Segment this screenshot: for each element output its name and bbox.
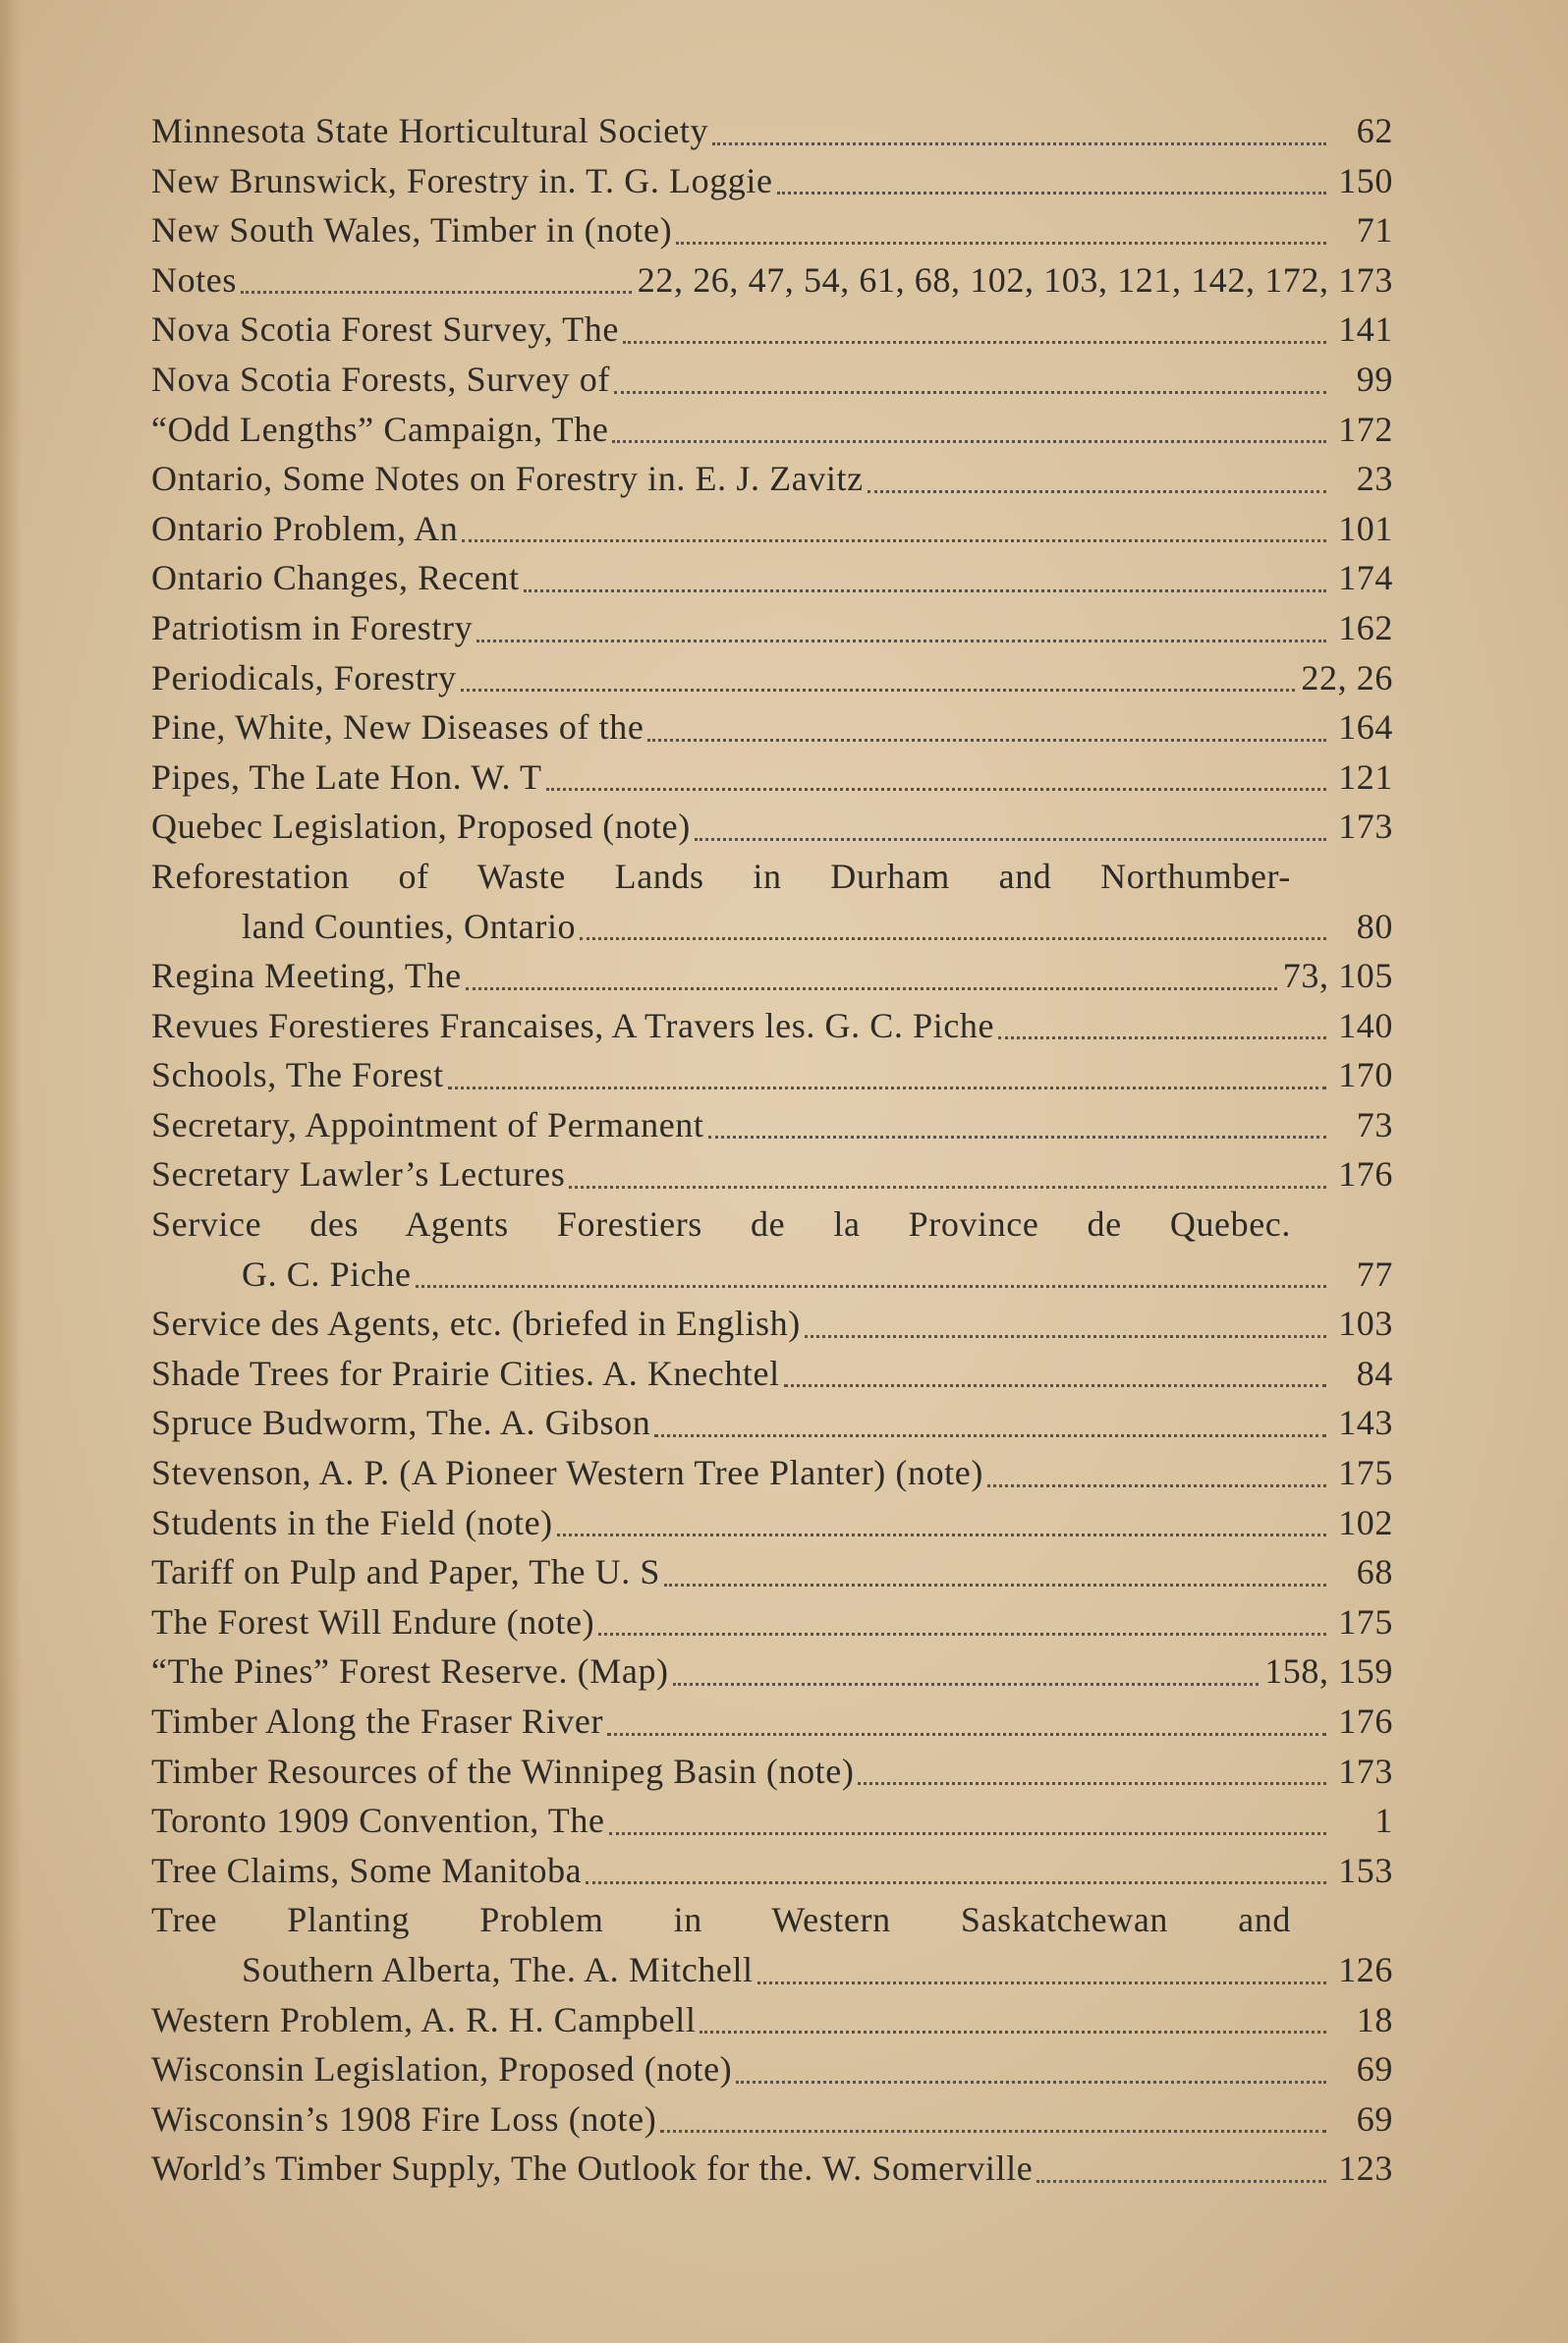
dot-leader (757, 1980, 1326, 1984)
dot-leader (777, 191, 1326, 195)
entry-title: Reforestation of Waste Lands in Durham and Northumber- (151, 856, 1291, 896)
index-entry (151, 355, 1399, 405)
dot-leader (612, 439, 1326, 443)
dot-leader (868, 489, 1326, 493)
dot-leader (654, 1433, 1326, 1437)
entry-page-number: 140 (1338, 1005, 1393, 1045)
index-entry (151, 1100, 1399, 1150)
entry-title: Nova Scotia Forest Survey, The (151, 309, 619, 350)
entry-title: Wisconsin Legislation, Proposed (note) (151, 2049, 733, 2090)
index-entry (151, 1796, 1399, 1846)
dot-leader (676, 241, 1326, 245)
entry-page-number: 141 (1338, 309, 1393, 350)
entry-title: Regina Meeting, The (151, 956, 462, 996)
entry-title: Ontario, Some Notes on Forestry in. E. J. Zavitz (151, 459, 864, 499)
entry-page-number: 173 (1338, 1751, 1393, 1791)
entry-page-number: 69 (1356, 2098, 1393, 2139)
entry-page-number: 121 (1338, 756, 1393, 797)
index-entry (151, 802, 1399, 852)
entry-page-number: 22, 26, 47, 54, 61, 68, 102, 103, 121, 142, 172, 173 (637, 259, 1393, 300)
dot-leader (858, 1781, 1326, 1785)
index-entry (151, 1349, 1399, 1399)
entry-title: “The Pines” Forest Reserve. (Map) (151, 1651, 669, 1692)
index-entry (151, 1299, 1399, 1349)
entry-title: Revues Forestieres Francaises, A Travers les. G. C. Piche (151, 1005, 995, 1045)
entry-page-number: 164 (1338, 707, 1393, 748)
entry-title-continuation: G. C. Piche (242, 1254, 412, 1294)
entry-title: Patriotism in Forestry (151, 607, 474, 647)
entry-page-number: 99 (1356, 359, 1393, 399)
index-entry (151, 504, 1399, 554)
entry-page-number: 123 (1338, 2148, 1393, 2189)
entry-title: New South Wales, Timber in (note) (151, 210, 673, 251)
dot-leader (598, 1632, 1326, 1636)
entry-continuation (151, 902, 1399, 952)
entry-page-number: 69 (1356, 2049, 1393, 2090)
index-entry (151, 1001, 1399, 1051)
index-entry (151, 603, 1399, 653)
entry-title: Wisconsin’s 1908 Fire Loss (note) (151, 2098, 657, 2139)
index-entry (151, 405, 1399, 455)
entry-title: Spruce Budworm, The. A. Gibson (151, 1403, 651, 1443)
entry-title: “Odd Lengths” Campaign, The (151, 409, 609, 449)
entry-title: Nova Scotia Forests, Survey of (151, 359, 610, 399)
index-entry (151, 1895, 1399, 1994)
dot-leader (416, 1284, 1326, 1288)
index-entry (151, 1398, 1399, 1448)
entry-continuation (151, 1945, 1399, 1995)
index-entry (151, 1199, 1399, 1299)
dot-leader (664, 1583, 1326, 1587)
entry-title: Schools, The Forest (151, 1055, 444, 1095)
entry-title: Service des Agents, etc. (briefed in English) (151, 1304, 801, 1344)
entry-page-number: 175 (1338, 1601, 1393, 1642)
dot-leader (569, 1185, 1326, 1189)
index-entry (151, 2044, 1399, 2094)
dot-leader (241, 290, 632, 294)
dot-leader (461, 688, 1296, 692)
dot-leader (660, 2129, 1326, 2133)
entry-page-number: 23 (1356, 459, 1393, 499)
dot-leader (784, 1383, 1326, 1387)
entry-title: Service des Agents Forestiers de la Province de Quebec. (151, 1204, 1291, 1245)
page-edge-shadow (0, 0, 22, 2343)
entry-title: Secretary, Appointment of Permanent (151, 1104, 704, 1144)
entry-title: Timber Resources of the Winnipeg Basin (note) (151, 1751, 855, 1791)
dot-leader (987, 1483, 1326, 1487)
index-entry (151, 205, 1399, 255)
index-entry (151, 852, 1399, 951)
index-entry (151, 255, 1399, 306)
entry-page-number: 176 (1338, 1701, 1393, 1741)
entry-title: Minnesota State Horticultural Society (151, 111, 709, 150)
dot-leader (712, 141, 1326, 145)
entry-continuation (151, 1250, 1399, 1300)
entry-title-continuation: land Counties, Ontario (242, 906, 577, 946)
dot-leader (466, 986, 1277, 990)
entry-title: The Forest Will Endure (note) (151, 1601, 595, 1642)
entry-title: New Brunswick, Forestry in. T. G. Loggie (151, 160, 773, 200)
index-entry (151, 454, 1399, 504)
dot-leader (708, 1135, 1326, 1139)
dot-leader (700, 2030, 1326, 2034)
entry-title: Secretary Lawler’s Lectures (151, 1154, 566, 1195)
entry-title: Notes (151, 259, 237, 300)
dot-leader (623, 340, 1326, 344)
dot-leader (647, 738, 1326, 742)
entry-page-number: 162 (1338, 607, 1393, 647)
dot-leader (607, 1732, 1326, 1736)
index-entry (151, 653, 1399, 703)
entry-page-number: 153 (1338, 1850, 1393, 1890)
entry-title: Pine, White, New Diseases of the (151, 707, 644, 748)
entry-page-number: 80 (1356, 906, 1393, 946)
entry-title: Students in the Field (note) (151, 1502, 553, 1542)
entry-page-number: 126 (1338, 1949, 1393, 1989)
entry-title: Pipes, The Late Hon. W. T (151, 756, 542, 797)
entry-title: Toronto 1909 Convention, The (151, 1801, 605, 1841)
dot-leader (546, 787, 1326, 791)
dot-leader (1036, 2179, 1326, 2183)
index-entry (151, 1149, 1399, 1199)
entry-page-number: 77 (1356, 1254, 1393, 1294)
index-entry (151, 702, 1399, 753)
index-entry (151, 951, 1399, 1001)
entry-page-number: 158, 159 (1264, 1651, 1393, 1692)
entry-title: Quebec Legislation, Proposed (note) (151, 807, 691, 847)
dot-leader (614, 390, 1326, 394)
entry-title: World’s Timber Supply, The Outlook for the. W. Somerville (151, 2148, 1034, 2189)
entry-title: Tariff on Pulp and Paper, The U. S (151, 1552, 661, 1592)
index-entry (151, 1498, 1399, 1548)
index-entry (151, 2094, 1399, 2145)
entry-title: Tree Planting Problem in Western Saskatchewan and (151, 1900, 1291, 1940)
entry-page-number: 62 (1356, 111, 1393, 150)
dot-leader (998, 1035, 1326, 1039)
entry-title: Timber Along the Fraser River (151, 1701, 604, 1741)
entry-title: Shade Trees for Prairie Cities. A. Knechtel (151, 1353, 780, 1393)
entry-page-number: 102 (1338, 1502, 1393, 1542)
index-entry (151, 553, 1399, 603)
entry-page-number: 68 (1356, 1552, 1393, 1592)
dot-leader (524, 588, 1326, 592)
index-entry (151, 1995, 1399, 2045)
entry-title: Western Problem, A. R. H. Campbell (151, 1999, 697, 2039)
entry-page-number: 170 (1338, 1055, 1393, 1095)
dot-leader (462, 538, 1326, 542)
entry-page-number: 71 (1356, 210, 1393, 251)
dot-leader (476, 639, 1326, 642)
entry-page-number: 73 (1356, 1104, 1393, 1144)
index-entry (151, 1646, 1399, 1697)
entry-page-number: 143 (1338, 1403, 1393, 1443)
entry-page-number: 73, 105 (1282, 956, 1393, 996)
entry-page-number: 150 (1338, 160, 1393, 200)
index-entry (151, 1597, 1399, 1647)
dot-leader (557, 1533, 1326, 1536)
entry-title: Periodicals, Forestry (151, 657, 457, 697)
entry-title-continuation: Southern Alberta, The. A. Mitchell (242, 1949, 754, 1989)
entry-page-number: 172 (1338, 409, 1393, 449)
entry-title: Ontario Problem, An (151, 508, 459, 548)
dot-leader (673, 1682, 1260, 1686)
index-entry (151, 305, 1399, 355)
entry-page-number: 174 (1338, 558, 1393, 598)
index-entry (151, 1697, 1399, 1747)
index-entry (151, 156, 1399, 206)
index-entry (151, 106, 1399, 156)
index-entry (151, 1050, 1399, 1100)
dot-leader (586, 1880, 1326, 1884)
entry-title: Stevenson, A. P. (A Pioneer Western Tree Planter) (note) (151, 1453, 983, 1493)
entry-page-number: 84 (1356, 1353, 1393, 1393)
index-entry (151, 1747, 1399, 1797)
dot-leader (805, 1334, 1326, 1338)
entry-page-number: 18 (1356, 1999, 1393, 2039)
dot-leader (580, 936, 1326, 940)
entry-page-number: 1 (1374, 1801, 1393, 1841)
entry-page-number: 22, 26 (1301, 657, 1393, 697)
index-entry (151, 1448, 1399, 1498)
index-entry (151, 1547, 1399, 1597)
index-entry (151, 1846, 1399, 1896)
dot-leader (736, 2080, 1326, 2084)
entry-page-number: 173 (1338, 807, 1393, 847)
dot-leader (609, 1831, 1326, 1835)
dot-leader (695, 837, 1326, 841)
dot-leader (448, 1086, 1326, 1089)
index-list (151, 106, 1399, 2194)
entry-page-number: 175 (1338, 1453, 1393, 1493)
index-entry (151, 2144, 1399, 2194)
entry-title: Tree Claims, Some Manitoba (151, 1850, 583, 1890)
index-entry (151, 753, 1399, 803)
entry-page-number: 176 (1338, 1154, 1393, 1195)
entry-page-number: 101 (1338, 508, 1393, 548)
entry-title: Ontario Changes, Recent (151, 558, 520, 598)
entry-page-number: 103 (1338, 1304, 1393, 1344)
